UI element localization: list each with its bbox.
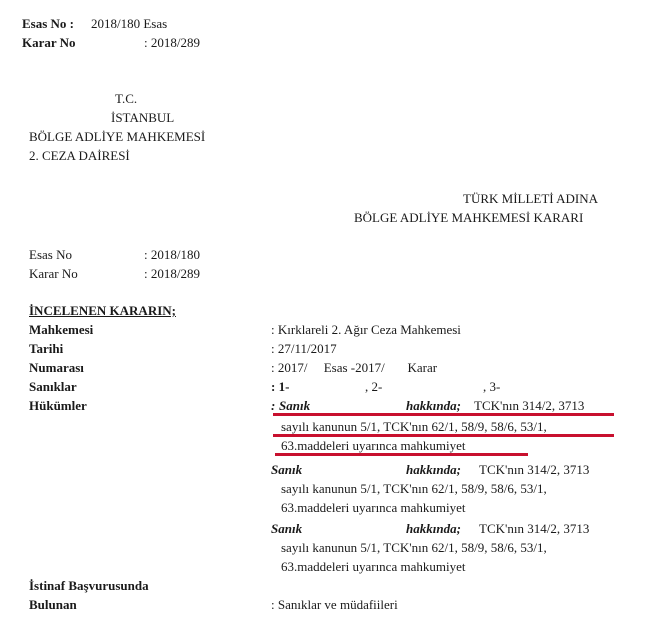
verdict-1-sanik: Sanık bbox=[279, 398, 311, 413]
verdict-2-line-1: TCK'nın 314/2, 3713 bbox=[479, 462, 590, 477]
verdict-1-prefix: : bbox=[271, 398, 276, 413]
esas-no-value: 2018/180 Esas bbox=[91, 16, 168, 31]
tc-label: T.C. bbox=[115, 91, 138, 106]
verdict-1-line-1: TCK'nın 314/2, 3713 bbox=[474, 398, 585, 413]
mahkeme-label: Mahkemesi bbox=[29, 322, 94, 337]
karar-no-value: : 2018/289 bbox=[144, 35, 200, 50]
numbers-esas-label: Esas No bbox=[29, 247, 72, 262]
verdict-2-line-2: sayılı kanunun 5/1, TCK'nın 62/1, 58/9, 58/6, 53/1, bbox=[281, 481, 547, 496]
verdict-3-line-2: sayılı kanunun 5/1, TCK'nın 62/1, 58/9, 58/6, 53/1, bbox=[281, 540, 547, 555]
esas-no-label: Esas No : bbox=[22, 16, 75, 31]
numbers-esas-value: : 2018/180 bbox=[144, 247, 200, 262]
numara-label: Numarası bbox=[29, 360, 84, 375]
verdict-2-hakkinda: hakkında; bbox=[406, 462, 461, 477]
verdict-3-hakkinda: hakkında; bbox=[406, 521, 461, 536]
title-line-2: BÖLGE ADLİYE MAHKEMESİ KARARI bbox=[354, 210, 584, 225]
bulunan-label: Bulunan bbox=[29, 597, 77, 612]
verdict-2-line-3: 63.maddeleri uyarınca mahkumiyet bbox=[281, 500, 466, 515]
section-heading: İNCELENEN KARARIN; bbox=[29, 303, 176, 318]
numara-value: : 2017/ Esas -2017/ Karar bbox=[271, 360, 438, 375]
mahkeme-value: : Kırklareli 2. Ağır Ceza Mahkemesi bbox=[271, 322, 461, 337]
highlight-underline-3 bbox=[275, 453, 528, 456]
chamber-name: 2. CEZA DAİRESİ bbox=[29, 148, 130, 163]
highlight-underline-2 bbox=[273, 434, 614, 437]
sanik-1: : 1- bbox=[271, 379, 290, 394]
verdict-1-line-2: sayılı kanunun 5/1, TCK'nın 62/1, 58/9, 58/6, 53/1, bbox=[281, 419, 547, 434]
saniklar-label: Sanıklar bbox=[29, 379, 77, 394]
court-name: BÖLGE ADLİYE MAHKEMESİ bbox=[29, 129, 206, 144]
hukumler-label: Hükümler bbox=[29, 398, 87, 413]
sanik-3: , 3- bbox=[483, 379, 501, 394]
verdict-2-sanik: Sanık bbox=[271, 462, 303, 477]
highlight-underline-1 bbox=[273, 413, 614, 416]
title-line-1: TÜRK MİLLETİ ADINA bbox=[463, 191, 599, 206]
verdict-1-hakkinda: hakkında; bbox=[406, 398, 461, 413]
verdict-3-line-3: 63.maddeleri uyarınca mahkumiyet bbox=[281, 559, 466, 574]
numbers-karar-value: : 2018/289 bbox=[144, 266, 200, 281]
istinaf-label: İstinaf Başvurusunda bbox=[29, 578, 149, 593]
karar-no-label: Karar No bbox=[22, 35, 76, 50]
tarih-label: Tarihi bbox=[29, 341, 64, 356]
verdict-3-line-1: TCK'nın 314/2, 3713 bbox=[479, 521, 590, 536]
verdict-3-sanik: Sanık bbox=[271, 521, 303, 536]
sanik-2: , 2- bbox=[365, 379, 383, 394]
tarih-value: : 27/11/2017 bbox=[271, 341, 337, 356]
city-label: İSTANBUL bbox=[111, 110, 175, 125]
verdict-1-line-3: 63.maddeleri uyarınca mahkumiyet bbox=[281, 438, 466, 453]
bulunan-value: : Sanıklar ve müdafiileri bbox=[271, 597, 398, 612]
numbers-karar-label: Karar No bbox=[29, 266, 78, 281]
